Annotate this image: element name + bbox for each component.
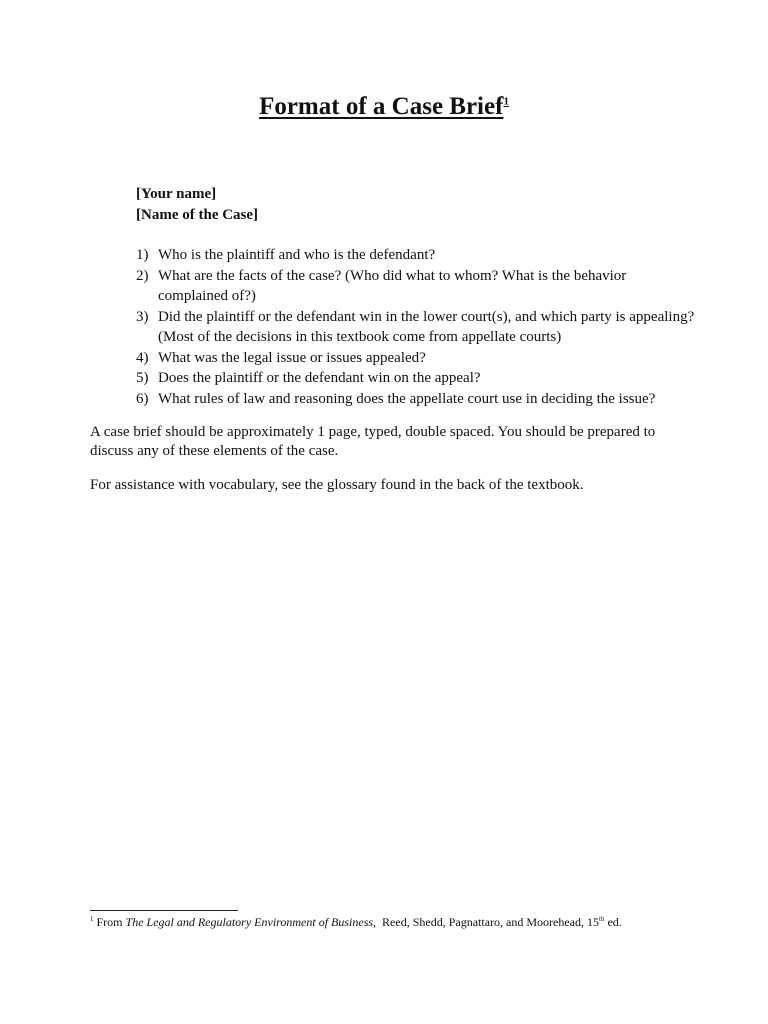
your-name-line: [Your name] <box>136 186 217 202</box>
title-text: Format of a Case Brief <box>259 93 504 120</box>
title-footnote-marker: 1 <box>503 95 509 108</box>
list-item-text: What rules of law and reasoning does the appellate court use in deciding the issue? <box>158 390 656 407</box>
list-item-number: 5) <box>136 370 149 386</box>
list-item-number: 4) <box>136 349 149 366</box>
list-item <box>136 348 696 369</box>
list-item <box>136 307 696 348</box>
list-item <box>136 245 696 266</box>
footnote-prefix: From <box>96 915 123 929</box>
page-title <box>0 93 768 121</box>
list-item-number: 1) <box>136 247 149 263</box>
footnote-edition-suffix: th <box>599 915 605 923</box>
brief-header <box>136 184 258 226</box>
footnote-divider <box>90 910 238 911</box>
list-item-text: What are the facts of the case? (Who did what to whom? What is the behavior complained of?) <box>158 267 627 304</box>
length-instructions-paragraph: A case brief should be approximately 1 page, typed, double spaced. You should be prepared to discuss any of these elements of the case. <box>90 424 656 459</box>
list-item <box>136 389 696 410</box>
list-item-text: Did the plaintiff or the defendant win in the lower court(s), and which party is appealing? (Most of the decisions in this textbook come from appellate courts) <box>158 308 695 345</box>
footnote-authors: Reed, Shedd, Pagnattaro, and Moorehead, 15 <box>382 915 599 929</box>
question-list <box>136 245 696 409</box>
list-item-number: 3) <box>136 308 149 325</box>
footnote <box>90 914 730 930</box>
footnote-marker: 1 <box>90 915 94 923</box>
list-item <box>136 368 696 389</box>
list-item <box>136 266 696 307</box>
list-item-number: 2) <box>136 267 149 284</box>
case-name-line: [Name of the Case] <box>136 207 259 223</box>
list-item-text: What was the legal issue or issues appealed? <box>158 349 426 366</box>
footnote-book-title: The Legal and Regulatory Environment of Business, <box>125 915 377 929</box>
footnote-edition-tail: ed. <box>607 915 622 929</box>
vocabulary-note-paragraph: For assistance with vocabulary, see the glossary found in the back of the textbook. <box>90 477 584 493</box>
list-item-text: Who is the plaintiff and who is the defendant? <box>158 247 436 263</box>
list-item-text: Does the plaintiff or the defendant win on the appeal? <box>158 370 481 386</box>
list-item-number: 6) <box>136 390 149 407</box>
